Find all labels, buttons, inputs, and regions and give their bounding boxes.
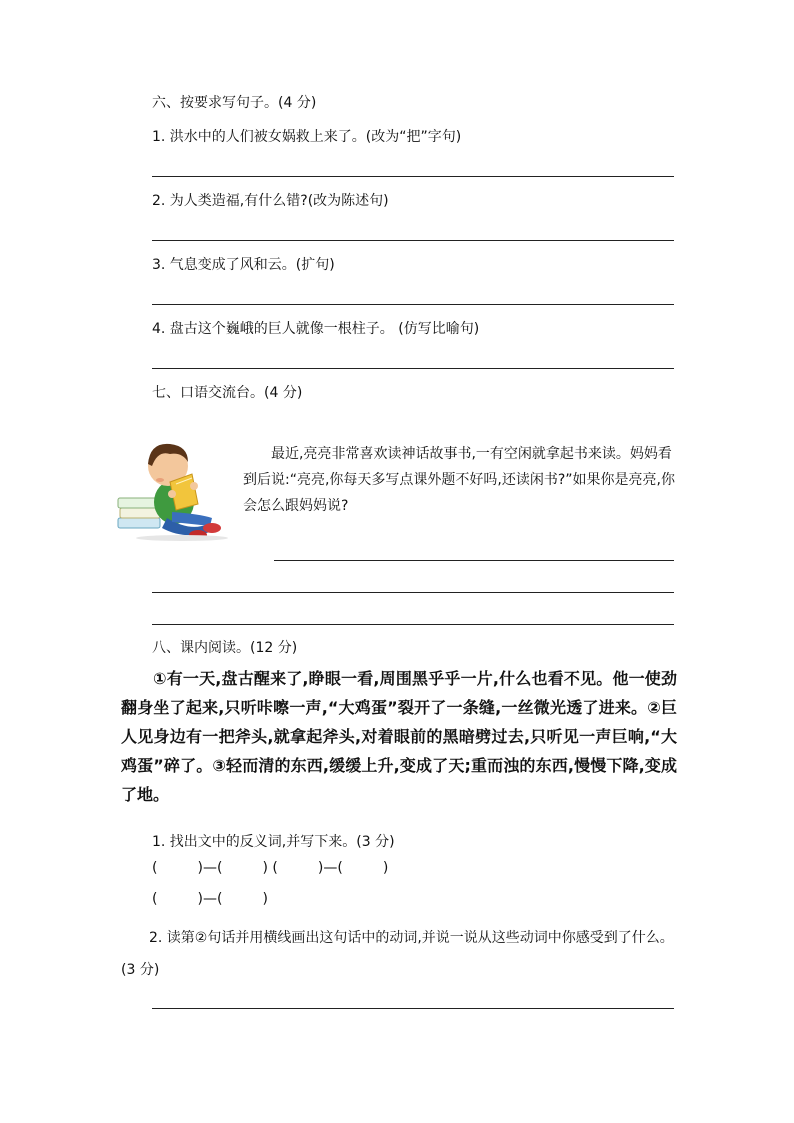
antonym-blanks-row-2[interactable]: ( )—( ) bbox=[152, 891, 268, 907]
answer-line-7-3[interactable] bbox=[152, 624, 674, 625]
boy-reading-illustration bbox=[112, 436, 238, 542]
reading-passage: ①有一天,盘古醒来了,睁眼一看,周围黑乎乎一片,什么也看不见。他一使劲翻身坐了起来,只听咔嚓一声,“大鸡蛋”裂开了一条缝,一丝微光透了进来。②巨人见身边有一把斧头,就拿起斧头,对着眼前的黑暗劈过去,只听见一声巨响,“大鸡蛋”碎了。③轻而清的东西,缓缓上升,变成了天;重而浊的东西,慢慢下降,变成了地。 bbox=[121, 669, 677, 804]
answer-line-8-2[interactable] bbox=[152, 1008, 674, 1009]
answer-line-6-1[interactable] bbox=[152, 176, 674, 177]
question-6-3: 3. 气息变成了风和云。(扩句) bbox=[152, 257, 335, 273]
section-6-title: 六、按要求写句子。(4 分) bbox=[152, 95, 317, 111]
question-8-2: 2. 读第②句话并用横线画出这句话中的动词,并说一说从这些动词中你感受到了什么。(3 分) bbox=[121, 930, 674, 978]
question-8-1: 1. 找出文中的反义词,并写下来。(3 分) bbox=[152, 834, 395, 850]
answer-line-6-2[interactable] bbox=[152, 240, 674, 241]
question-6-1: 1. 洪水中的人们被女娲救上来了。(改为“把”字句) bbox=[152, 129, 462, 145]
answer-line-6-4[interactable] bbox=[152, 368, 674, 369]
section-7-title: 七、口语交流台。(4 分) bbox=[152, 385, 303, 401]
section-7-story: 最近,亮亮非常喜欢读神话故事书,一有空闲就拿起书来读。妈妈看到后说:“亮亮,你每天多写点课外题不好吗,还读闲书?”如果你是亮亮,你会怎么跟妈妈说? bbox=[243, 446, 676, 514]
question-6-4: 4. 盘古这个巍峨的巨人就像一根柱子。 (仿写比喻句) bbox=[152, 321, 480, 337]
answer-line-6-3[interactable] bbox=[152, 304, 674, 305]
answer-line-7-2[interactable] bbox=[152, 592, 674, 593]
question-6-2: 2. 为人类造福,有什么错?(改为陈述句) bbox=[152, 193, 389, 209]
section-8-title: 八、课内阅读。(12 分) bbox=[152, 640, 298, 656]
answer-line-7-1[interactable] bbox=[274, 560, 674, 561]
antonym-blanks-row-1[interactable]: ( )—( ) ( )—( ) bbox=[152, 860, 389, 876]
